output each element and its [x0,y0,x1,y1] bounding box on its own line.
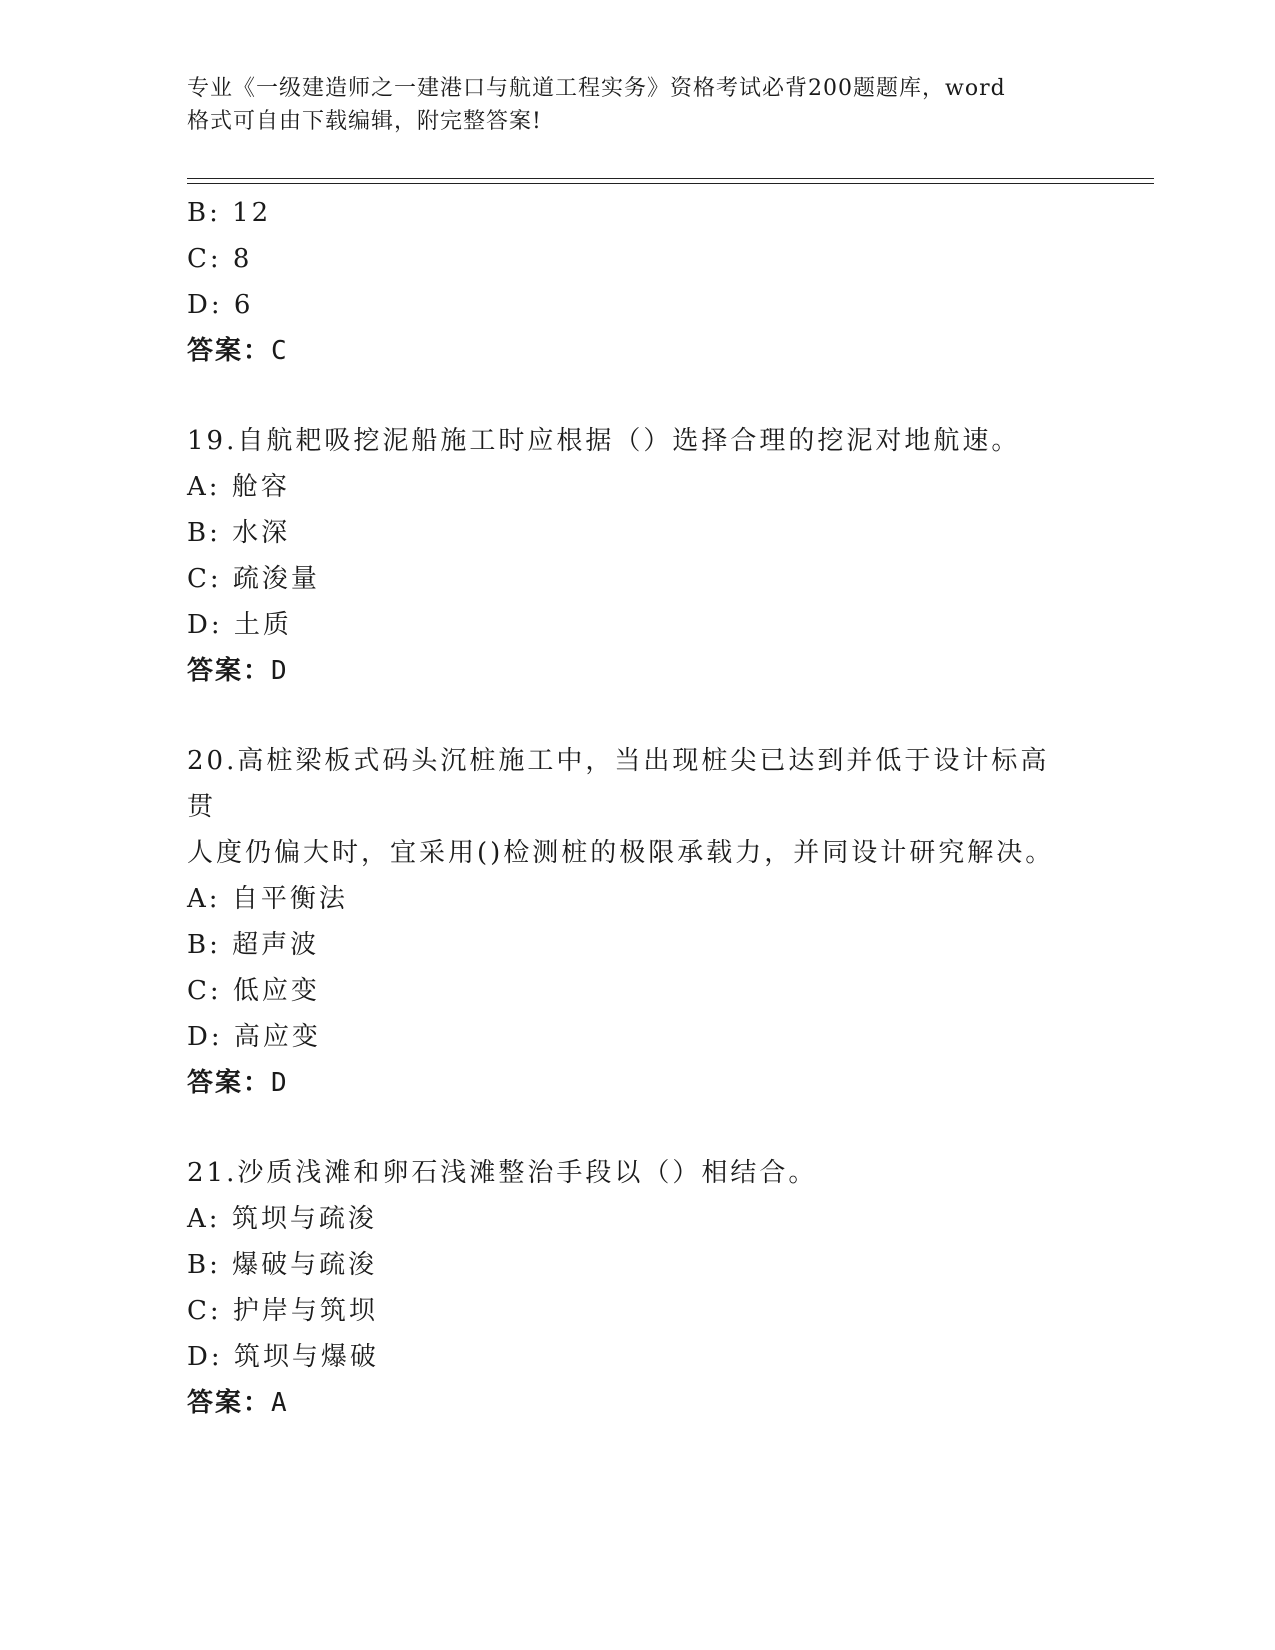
option-key: B: [187,930,221,960]
option-a [187,1196,1087,1242]
header-rule-top [187,178,1154,179]
question-stem: 21.沙质浅滩和卵石浅滩整治手段以（）相结合。 [187,1158,818,1188]
option-key: C: [187,1296,222,1326]
option-c [187,236,1087,282]
option-text: 超声波 [232,930,320,960]
option-text: 护岸与筑坝 [232,1296,378,1326]
question-stem-line-2: 人度仍偏大时，宜采用()检测桩的极限承载力，并同设计研究解决。 [187,838,1055,868]
option-key: B: [187,518,221,548]
option-d [187,1334,1087,1380]
question-21 [187,1150,1087,1426]
answer-line [187,1380,1087,1426]
option-text: 舱容 [231,472,290,502]
option-text: 6 [233,290,254,320]
question-list [187,190,1087,1426]
answer-value: C [271,336,289,366]
header-rule-bottom [187,183,1154,184]
question-18-tail [187,190,1087,374]
answer-label: 答案： [187,1388,272,1418]
answer-value: A [271,1388,289,1418]
option-d [187,602,1087,648]
option-text: 高应变 [233,1022,321,1052]
option-b [187,190,1087,236]
option-a [187,464,1087,510]
question-stem: 19.自航耙吸挖泥船施工时应根据（）选择合理的挖泥对地航速。 [187,426,1021,456]
option-text: 水深 [232,518,291,548]
option-key: C: [187,244,222,274]
spacer [187,374,1087,418]
question-19 [187,418,1087,694]
option-key: D: [187,610,223,640]
option-text: 疏浚量 [232,564,320,594]
option-text: 12 [232,198,272,228]
answer-label: 答案： [187,1068,272,1098]
option-key: A: [187,1204,221,1234]
option-d [187,1014,1087,1060]
option-key: D: [187,1022,223,1052]
option-key: B: [187,198,221,228]
option-c [187,1288,1087,1334]
option-text: 自平衡法 [231,884,348,914]
option-b [187,510,1087,556]
spacer [187,1106,1087,1150]
option-key: A: [187,472,221,502]
option-text: 土质 [233,610,292,640]
option-a [187,876,1087,922]
option-text: 筑坝与疏浚 [231,1204,377,1234]
option-text: 爆破与疏浚 [232,1250,378,1280]
document-header [187,72,1067,138]
option-key: D: [187,290,223,320]
option-key: B: [187,1250,221,1280]
answer-value: D [271,656,289,686]
option-text: 筑坝与爆破 [233,1342,379,1372]
header-line-1: 专业《一级建造师之一建港口与航道工程实务》资格考试必背200题题库，word [187,76,1006,101]
option-key: C: [187,564,222,594]
option-text: 8 [232,244,253,274]
option-text: 低应变 [232,976,320,1006]
answer-line [187,328,1087,374]
answer-line [187,648,1087,694]
option-key: A: [187,884,221,914]
option-key: D: [187,1342,223,1372]
answer-label: 答案： [187,656,272,686]
option-d [187,282,1087,328]
question-stem-line-1: 20.高桩梁板式码头沉桩施工中，当出现桩尖已达到并低于设计标高贯 [187,746,1050,822]
option-b [187,1242,1087,1288]
option-b [187,922,1087,968]
answer-value: D [271,1068,289,1098]
question-20 [187,738,1087,1106]
spacer [187,694,1087,738]
header-line-2: 格式可自由下载编辑，附完整答案! [187,109,542,134]
option-key: C: [187,976,222,1006]
answer-line [187,1060,1087,1106]
option-c [187,968,1087,1014]
option-c [187,556,1087,602]
answer-label: 答案： [187,336,272,366]
